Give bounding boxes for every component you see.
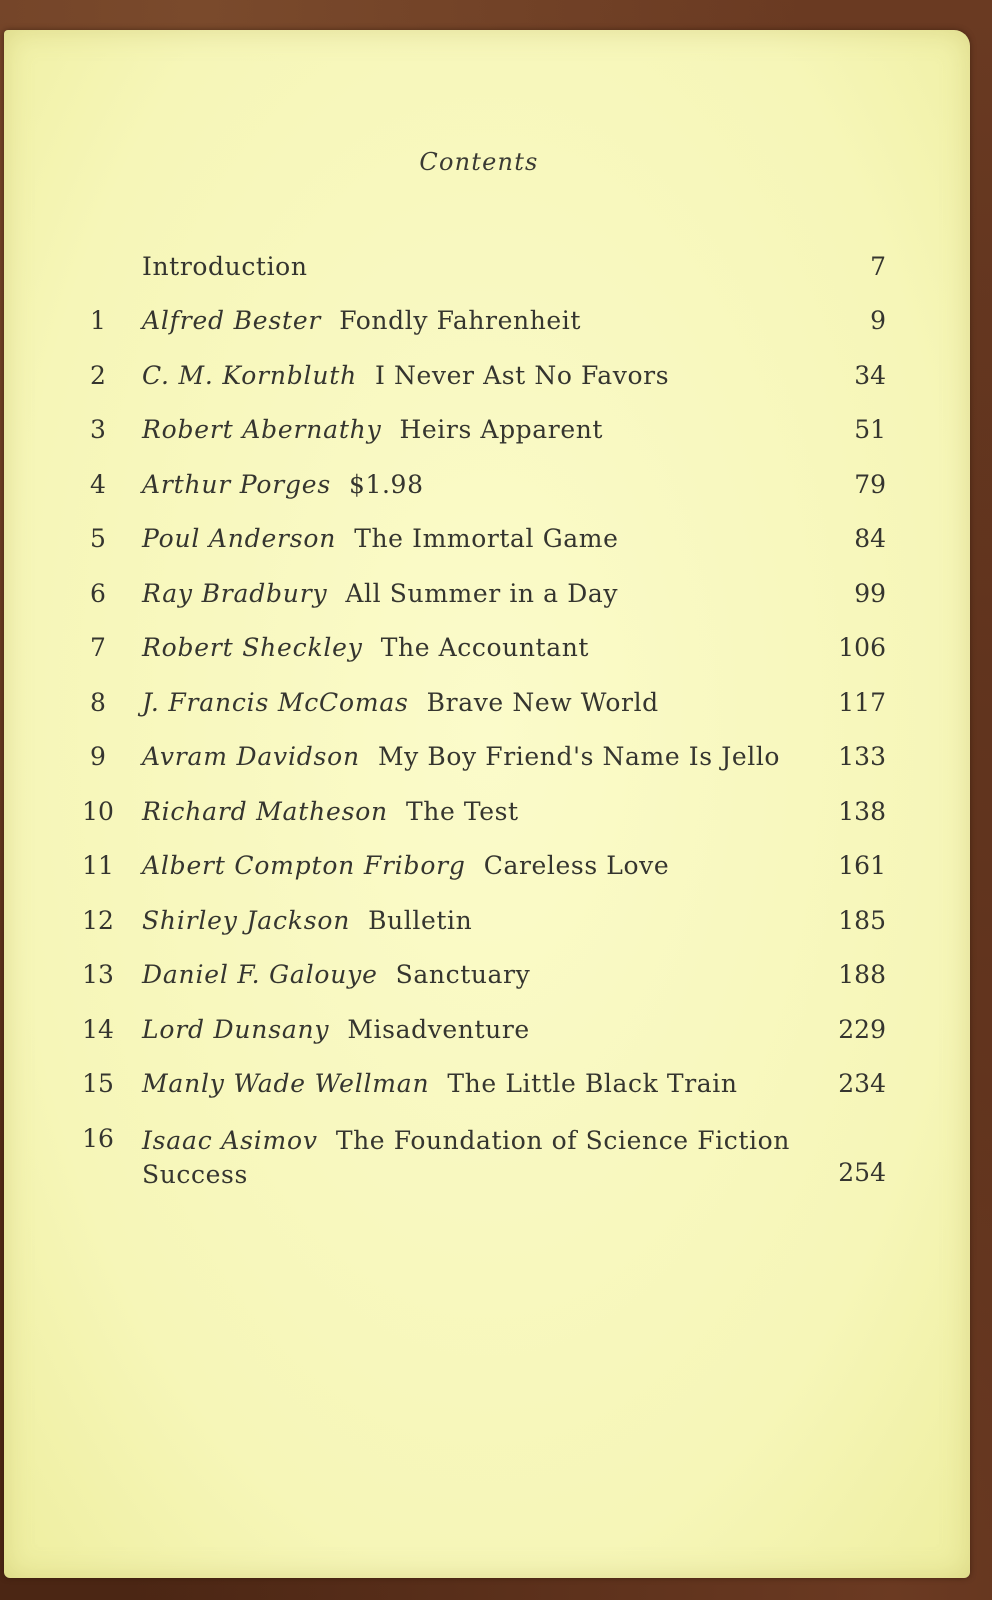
toc-row	[80, 415, 900, 470]
toc-entry	[142, 688, 807, 718]
toc-page-number: 185	[838, 905, 886, 935]
toc-title: The Little Black Train	[447, 1069, 738, 1098]
toc-page-number: 133	[838, 742, 886, 771]
toc-page-number: 99	[854, 578, 886, 608]
toc-author: Poul Anderson	[142, 524, 337, 553]
toc-row	[80, 851, 900, 906]
toc-entry	[142, 415, 807, 445]
toc-page-number: 106	[838, 633, 886, 662]
toc-entry	[142, 306, 807, 336]
toc-page-number: 117	[838, 687, 886, 717]
toc-row	[80, 1015, 900, 1070]
toc-number: 2	[90, 360, 106, 390]
toc-entry	[142, 797, 807, 827]
toc-entry	[142, 906, 807, 936]
toc-page-number: 7	[870, 252, 886, 281]
toc-page-number: 138	[838, 796, 886, 826]
toc-title: Misadventure	[347, 1014, 530, 1044]
toc-author: C. M. Kornbluth	[142, 360, 357, 390]
toc-author: J. Francis McComas	[142, 687, 409, 717]
toc-title: My Boy Friend's Name Is Jello	[377, 742, 781, 771]
toc-entry	[142, 742, 807, 772]
toc-entry	[142, 524, 807, 554]
toc-entry	[142, 361, 807, 391]
contents-heading: Contents	[419, 148, 539, 176]
toc-title: I Never Ast No Favors	[374, 360, 670, 390]
toc-title: Heirs Apparent	[399, 415, 604, 444]
toc-title: Brave New World	[426, 687, 659, 717]
toc-page-number: 161	[838, 851, 886, 880]
toc-row	[80, 306, 900, 361]
toc-author: Robert Sheckley	[142, 633, 363, 662]
toc-page-number: 234	[838, 1069, 886, 1098]
book-page	[4, 30, 970, 1578]
toc-page-number: 9	[870, 306, 886, 335]
toc-author: Alfred Bester	[142, 306, 322, 335]
toc-author: Richard Matheson	[142, 796, 388, 826]
toc-number: 14	[82, 1014, 114, 1044]
toc-author: Avram Davidson	[142, 742, 360, 771]
table-of-contents	[80, 252, 900, 1204]
toc-number: 1	[90, 306, 106, 335]
toc-row	[80, 906, 900, 961]
toc-row	[80, 524, 900, 579]
toc-author: Isaac Asimov	[142, 1125, 318, 1155]
toc-author: Shirley Jackson	[142, 905, 351, 935]
toc-number: 13	[82, 960, 114, 989]
toc-number: 16	[82, 1123, 114, 1153]
toc-number: 3	[90, 415, 106, 444]
toc-page-number: 188	[838, 960, 886, 989]
toc-title: Bulletin	[368, 905, 473, 935]
toc-entry	[142, 851, 807, 881]
toc-title: Careless Love	[483, 851, 670, 880]
toc-title: $1.98	[349, 469, 424, 499]
toc-row	[80, 688, 900, 743]
toc-row	[80, 742, 900, 797]
toc-row	[80, 797, 900, 852]
toc-title: The Test	[405, 796, 519, 826]
toc-title: The Immortal Game	[354, 524, 619, 553]
toc-page-number: 229	[838, 1014, 886, 1044]
toc-number: 15	[82, 1069, 114, 1098]
toc-entry	[142, 470, 807, 500]
toc-author: Arthur Porges	[142, 469, 331, 499]
toc-number: 6	[90, 578, 106, 608]
toc-number: 4	[90, 469, 106, 499]
toc-entry	[142, 1069, 807, 1099]
toc-page-number: 51	[854, 415, 886, 444]
toc-author: Robert Abernathy	[142, 415, 382, 444]
toc-author: Manly Wade Wellman	[142, 1069, 430, 1098]
toc-page-number: 79	[854, 469, 886, 499]
toc-entry	[142, 1015, 807, 1045]
toc-page-number: 254	[838, 1157, 886, 1187]
toc-row	[80, 579, 900, 634]
toc-row-introduction	[80, 252, 900, 306]
toc-row	[80, 1069, 900, 1124]
toc-title: The Foundation of Science Fiction Success	[142, 1125, 790, 1189]
toc-number: 12	[82, 905, 114, 935]
toc-number: 5	[90, 524, 106, 553]
toc-title: Sanctuary	[395, 960, 531, 989]
toc-author: Lord Dunsany	[142, 1014, 330, 1044]
toc-number: 8	[90, 687, 106, 717]
toc-number: 9	[90, 742, 106, 771]
toc-row	[80, 1124, 900, 1204]
toc-row	[80, 633, 900, 688]
toc-row	[80, 960, 900, 1015]
toc-title: Fondly Fahrenheit	[339, 306, 582, 335]
toc-entry	[142, 633, 807, 663]
toc-title: The Accountant	[380, 633, 590, 662]
toc-entry	[142, 1124, 807, 1192]
toc-entry	[142, 579, 807, 609]
toc-author: Ray Bradbury	[142, 578, 328, 608]
toc-author: Albert Compton Friborg	[142, 851, 466, 880]
toc-title: Introduction	[142, 252, 308, 281]
toc-page-number: 84	[854, 524, 886, 553]
toc-number: 7	[90, 633, 106, 662]
toc-number: 11	[82, 851, 114, 880]
toc-entry	[142, 960, 807, 990]
toc-author: Daniel F. Galouye	[142, 960, 378, 989]
toc-row	[80, 361, 900, 416]
toc-entry	[142, 252, 807, 282]
toc-page-number: 34	[854, 360, 886, 390]
toc-number: 10	[82, 796, 114, 826]
toc-row	[80, 470, 900, 525]
toc-title: All Summer in a Day	[345, 578, 619, 608]
